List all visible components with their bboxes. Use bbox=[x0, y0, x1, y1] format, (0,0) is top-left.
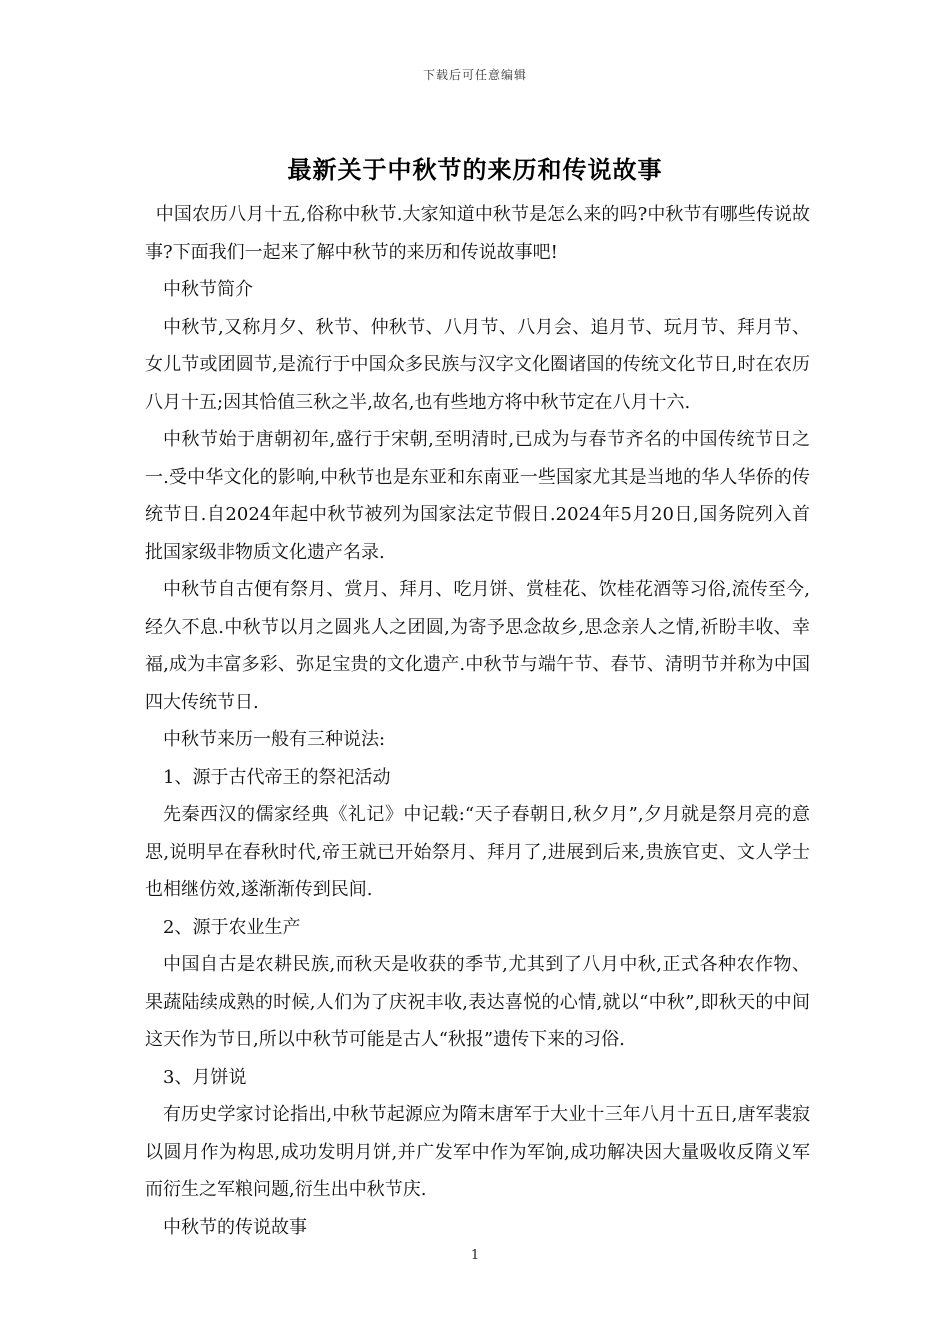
section-heading-origins: 中秋节来历一般有三种说法: bbox=[163, 729, 386, 750]
origin-paragraph-2: 中国自古是农耕民族,而秋天是收获的季节,尤其到了八月中秋,正式各种农作物、果蔬陆续成熟的时候,人们为了庆祝丰收,表达喜悦的心情,就以“中秋”,即秋天的中间这天作为节日,所以中秋节可能是古人“秋报”遗传下来的习俗. bbox=[145, 954, 810, 1050]
section-heading-intro: 中秋节简介 bbox=[163, 279, 253, 300]
intro-paragraph: 中国农历八月十五,俗称中秋节.大家知道中秋节是怎么来的吗?中秋节有哪些传说故事?下面我们一起来了解中秋节的来历和传说故事吧! bbox=[145, 204, 810, 263]
document-title: 最新关于中秋节的来历和传说故事 bbox=[287, 155, 663, 184]
origin-heading-3: 3、月饼说 bbox=[163, 1066, 247, 1088]
document-body bbox=[145, 196, 810, 1246]
header-note: 下载后可任意编辑 bbox=[422, 68, 527, 82]
origin-paragraph-1: 先秦西汉的儒家经典《礼记》中记载:“天子春朝日,秋夕月”,夕月就是祭月亮的意思,说明早在春秋时代,帝王就已开始祭月、拜月了,进展到后来,贵族官吏、文人学士也相继仿效,遂渐渐传到民间. bbox=[145, 804, 810, 900]
section-heading-legends: 中秋节的传说故事 bbox=[163, 1216, 307, 1238]
paragraph-definition: 中秋节,又称月夕、秋节、仲秋节、八月节、八月会、追月节、玩月节、拜月节、女儿节或团圆节,是流行于中国众多民族与汉字文化圈诸国的传统文化节日,时在农历八月十五;因其恰值三秋之半,故名,也有些地方将中秋节定在八月十六. bbox=[145, 316, 810, 413]
origin-heading-1: 1、源于古代帝王的祭祀活动 bbox=[163, 766, 391, 788]
origin-paragraph-3: 有历史学家讨论指出,中秋节起源应为隋末唐军于大业十三年八月十五日,唐军裴寂以圆月作为构思,成功发明月饼,并广发军中作为军饷,成功解决因大量吸收反隋义军而衍生之军粮问题,衍生出中秋节庆. bbox=[145, 1104, 810, 1200]
origin-heading-2: 2、源于农业生产 bbox=[163, 916, 301, 938]
page-number: 1 bbox=[470, 1248, 480, 1263]
paragraph-history: 中秋节始于唐朝初年,盛行于宋朝,至明清时,已成为与春节齐名的中国传统节日之一.受中华文化的影响,中秋节也是东亚和东南亚一些国家尤其是当地的华人华侨的传统节日.自2024年起中秋节被列为国家法定节假日.2024年5月20日,国务院列入首批国家级非物质文化遗产名录. bbox=[145, 429, 810, 563]
paragraph-customs: 中秋节自古便有祭月、赏月、拜月、吃月饼、赏桂花、饮桂花酒等习俗,流传至今,经久不息.中秋节以月之圆兆人之团圆,为寄予思念故乡,思念亲人之情,祈盼丰收、幸福,成为丰富多彩、弥足宝贵的文化遗产.中秋节与端午节、春节、清明节并称为中国四大传统节日. bbox=[145, 579, 810, 713]
